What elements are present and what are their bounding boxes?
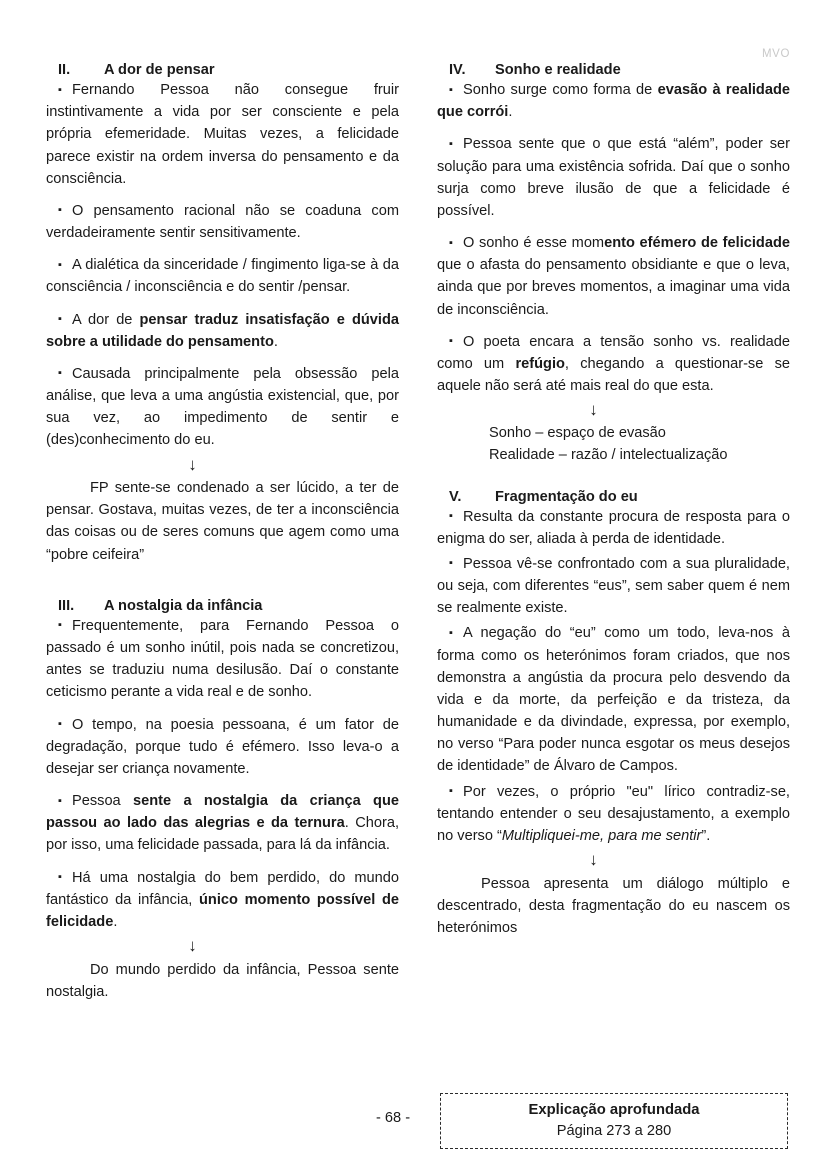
down-arrow-icon: ↓ (188, 454, 197, 474)
bullet-paragraph (437, 133, 790, 222)
section-number: III. (58, 597, 75, 614)
reference-callout-box (440, 1093, 788, 1149)
down-arrow-icon: ↓ (589, 850, 598, 870)
spacer (437, 467, 790, 489)
bullet-paragraph (46, 790, 399, 857)
bullet-square-icon: ▪ (58, 367, 62, 380)
bullet-square-icon: ▪ (449, 557, 453, 570)
emphasis-text: evasão à realidade que corrói (437, 82, 790, 121)
section-heading-ii (46, 62, 399, 78)
paragraph-text: . (113, 913, 118, 930)
callout-subtitle: Página 273 a 280 (556, 1123, 672, 1140)
paragraph-text: Pessoa vê-se confrontado com a sua pluralidade, ou seja, com diferentes “eus”, sem saber quem é nem se realmente existe. (437, 555, 790, 617)
emphasis-text: sente a nostalgia da criança que passou ao lado das alegrias e da ternura (46, 793, 399, 832)
paragraph-text: A dor de (72, 311, 140, 328)
section-heading-v (437, 489, 790, 505)
paragraph-text: Fernando Pessoa não consegue fruir instintivamente a vida por ser consciente e pela própria efemeridade. Muitas vezes, a felicidade parece existir na ordem inversa do pensamento e da consciência. (46, 82, 399, 187)
bullet-square-icon: ▪ (449, 137, 453, 150)
summary-line-sonho: Sonho – espaço de evasão (489, 424, 666, 441)
section-number: II. (58, 62, 71, 78)
paragraph-text: , chegando a questionar-se se aquele não será até mais real do que esta. (437, 355, 791, 395)
section-number: IV. (449, 62, 466, 78)
bullet-square-icon: ▪ (449, 785, 453, 798)
bullet-paragraph (46, 254, 399, 298)
bullet-paragraph (46, 79, 399, 190)
bullet-square-icon: ▪ (58, 718, 62, 730)
section-title: Fragmentação do eu (495, 488, 638, 505)
paragraph-text: Há uma nostalgia do bem perdido, do mundo fantástico da infância, (46, 869, 399, 908)
paragraph-text: Frequentemente, para Fernando Pessoa o passado é um sonho inútil, pois nada se concretizou, antes se traduziu numa desilusão. Daí o constante ceticismo perante a vida real e de sonho. (46, 617, 399, 701)
bullet-paragraph (46, 363, 399, 452)
paragraph-text: O tempo, na poesia pessoana, é um fator de degradação, porque tudo é efémero. Isso leva-o a desejar ser criança novamente. (46, 716, 399, 777)
bullet-square-icon: ▪ (58, 258, 62, 271)
section-number: V. (449, 488, 462, 505)
section-heading-iii (46, 598, 399, 614)
bullet-paragraph (437, 232, 790, 321)
summary-line-realidade: Realidade – razão / intelectualização (489, 446, 728, 463)
emphasis-text: ento efémero de felicidade (604, 235, 790, 252)
bullet-square-icon: ▪ (58, 794, 62, 807)
bullet-square-icon: ▪ (58, 619, 62, 632)
page-footer (0, 1093, 828, 1155)
paragraph-text: que o afasta do pensamento obsidiante e que o leva, ainda que por breves momentos, a imaginar uma vida de inconsciência. (437, 257, 790, 318)
paragraph-text: Sonho surge como forma de (463, 82, 658, 98)
left-column (46, 62, 399, 1013)
bullet-square-icon: ▪ (449, 510, 453, 523)
callout-title: Explicação aprofundada (528, 1101, 700, 1118)
bullet-paragraph (437, 781, 790, 848)
bullet-paragraph (437, 506, 790, 550)
paragraph-text: A dialética da sinceridade / fingimento liga-se à da consciência / inconsciência e do sentir /pensar. (46, 257, 399, 296)
emphasis-text: único momento possível de felicidade (46, 891, 399, 930)
bullet-square-icon: ▪ (58, 871, 62, 884)
bullet-square-icon: ▪ (449, 335, 453, 348)
conclusion-paragraph: Pessoa apresenta um diálogo múltiplo e descentrado, desta fragmentação do eu nascem os heterónimos (437, 875, 790, 937)
bullet-paragraph (46, 867, 399, 934)
bullet-paragraph (437, 79, 790, 123)
paragraph-text: Pessoa sente que o que está “além”, poder ser solução para uma existência sofrida. Daí que o sonho surja como breve ilusão de que a felicidade é possível. (437, 136, 790, 219)
spacer (46, 576, 399, 598)
section-title: A dor de pensar (104, 62, 215, 78)
paragraph-text: Por vezes, o próprio "eu" lírico contradiz-se, tentando entender o seu desajustamento, a exemplo no verso “ (437, 783, 790, 844)
section-title: A nostalgia da infância (104, 597, 263, 614)
page-watermark: MVO (762, 48, 790, 60)
right-column (437, 62, 790, 1013)
two-column-body (46, 62, 790, 1013)
paragraph-text: Pessoa (72, 793, 133, 810)
bullet-paragraph (437, 331, 790, 398)
emphasis-text: refúgio (515, 355, 565, 372)
bullet-paragraph (437, 553, 790, 620)
bullet-paragraph (46, 309, 399, 353)
quoted-verse-text: Multipliquei-me, para me sentir (501, 827, 702, 844)
paragraph-text: . Chora, por isso, uma felicidade passada, para lá da infância. (46, 815, 399, 854)
paragraph-text: . (273, 333, 278, 350)
down-arrow-icon: ↓ (589, 400, 598, 420)
paragraph-text: O sonho é esse mom (463, 235, 605, 252)
paragraph-text: . (508, 104, 513, 121)
bullet-paragraph (46, 200, 399, 244)
emphasis-text: pensar traduz insatisfação e dúvida sobre a utilidade do pensamento (46, 311, 399, 350)
bullet-square-icon: ▪ (58, 204, 62, 217)
bullet-square-icon: ▪ (58, 313, 62, 326)
page-number: - 68 - (376, 1110, 411, 1126)
bullet-paragraph (46, 714, 399, 781)
paragraph-text: Resulta da constante procura de resposta para o enigma do ser, aliada à perda de identidade. (437, 508, 790, 547)
paragraph-text: Causada principalmente pela obsessão pela análise, que leva a uma angústia existencial, que, por sua vez, ao impedimento de sentir e (des)conhecimento do eu. (46, 365, 399, 449)
conclusion-paragraph: FP sente-se condenado a ser lúcido, a ter de pensar. Gostava, muitas vezes, de ter a inconsciência das coisas ou de seres comuns que agem como uma “pobre ceifeira” (46, 480, 399, 563)
bullet-square-icon: ▪ (449, 236, 453, 249)
paragraph-text: O poeta encara a tensão sonho vs. realidade como um (437, 333, 790, 372)
section-heading-iv (437, 62, 790, 78)
bullet-square-icon: ▪ (58, 83, 62, 96)
conclusion-paragraph: Do mundo perdido da infância, Pessoa sente nostalgia. (46, 961, 399, 1000)
down-arrow-icon: ↓ (188, 936, 197, 956)
bullet-paragraph (437, 622, 790, 777)
paragraph-text: O pensamento racional não se coaduna com verdadeiramente sentir sensitivamente. (46, 202, 399, 242)
paragraph-text: ”. (701, 827, 711, 844)
bullet-square-icon: ▪ (449, 626, 453, 639)
section-title: Sonho e realidade (495, 62, 621, 78)
bullet-square-icon: ▪ (449, 83, 453, 96)
bullet-paragraph (46, 615, 399, 704)
paragraph-text: A negação do “eu” como um todo, leva-nos à forma como os heterónimos foram criados, que nos demonstra a angústia da procura pelo desvendo da vida e da morte, da perfeição e da tristeza, da humanidade e da divindade, expressa, por exemplo, no verso “Para poder nunca esgotar os meus desejos de identidade” de Álvaro de Campos. (437, 625, 790, 775)
